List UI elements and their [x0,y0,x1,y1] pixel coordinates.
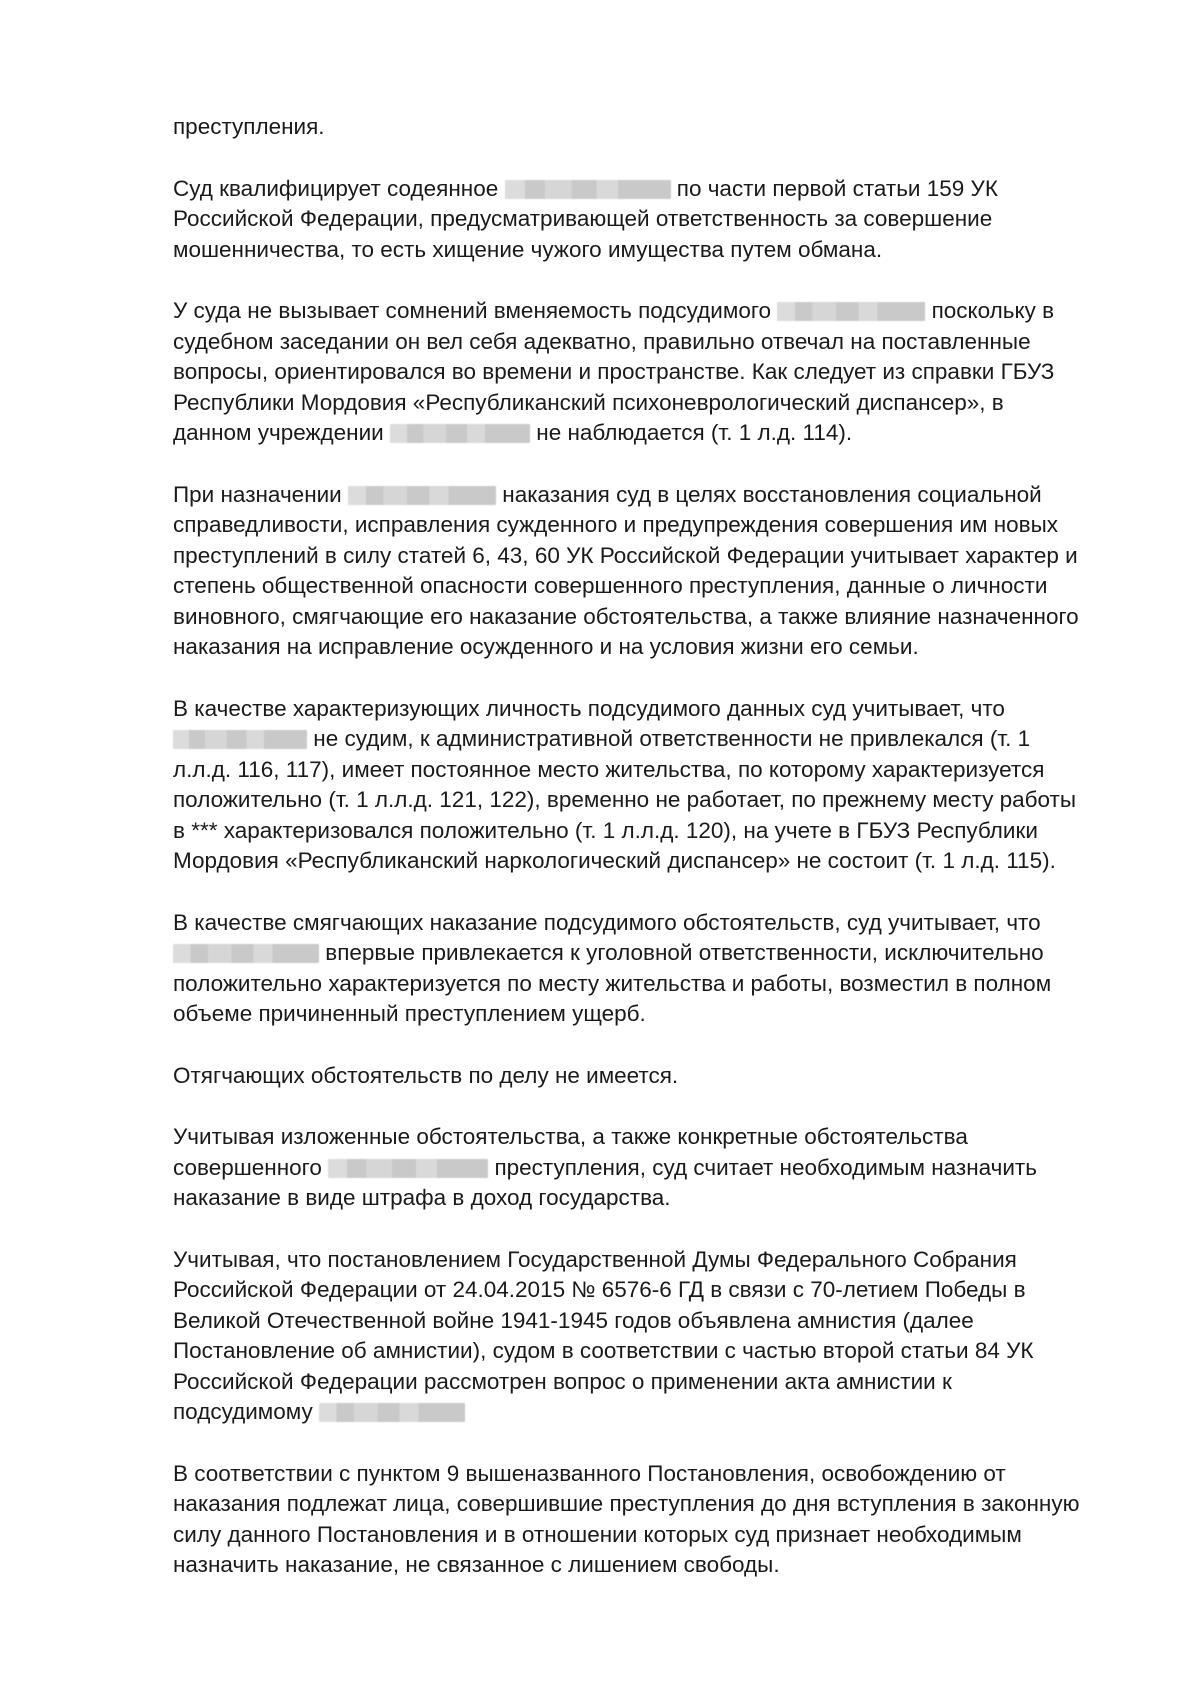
text-line: Российской Федерации рассмотрен вопрос о применении акта амнистии к [173,1368,952,1394]
text-line: виновного, смягчающие его наказание обстоятельства, а также влияние назначенного [173,603,1079,629]
text-line: Российской Федерации от 24.04.2015 № 6576-6 ГД в связи с 70-летием Победы в [173,1277,1026,1302]
redacted-name [390,424,530,443]
text-line: В качестве смягчающих наказание подсудимого обстоятельств, суд учитывает, что [173,909,1041,935]
paragraph-7 [173,1061,1133,1092]
text-line: Российской Федерации, предусматривающей ответственность за совершение [173,206,993,231]
paragraph-2 [173,174,1133,266]
redacted-name [173,730,307,749]
paragraph-4 [173,480,1133,663]
redacted-name [173,944,319,963]
text-line: В соответствии с пунктом 9 вышеназванного Постановления, освобождению от [173,1460,1006,1486]
text-line: данном учреждении не наблюдается (т. 1 л.д. 114). [173,420,853,445]
text-line: У суда не вызывает сомнений вменяемость подсудимого поскольку в [173,298,1055,323]
redacted-name [777,302,925,321]
paragraph-8 [173,1122,1133,1214]
text-line: преступления. [173,114,325,139]
text-line: не судим, к административной ответственности не привлекался (т. 1 [173,724,1133,755]
paragraph-3 [173,296,1133,449]
text-line: Суд квалифицирует содеянное по части первой статьи 159 УК [173,175,998,201]
paragraph-5 [173,694,1133,877]
text-line: Учитывая, что постановлением Государственной Думы Федерального Собрания [173,1246,1017,1272]
redacted-name [319,1403,465,1422]
text-line: преступлений в силу статей 6, 43, 60 УК Российской Федерации учитывает характер и [173,542,1078,568]
text-line: Учитывая изложенные обстоятельства, а также конкретные обстоятельства [173,1124,968,1149]
text-line: Постановление об амнистии), судом в соответствии с частью второй статьи 84 УК [173,1338,1034,1363]
paragraph-9 [173,1245,1133,1428]
redacted-name [505,180,671,199]
redacted-name [348,486,496,505]
text-line: в *** характеризовался положительно (т. 1 л.л.д. 120), на учете в ГБУЗ Республики [173,817,1038,843]
paragraph-1 [173,112,1133,143]
text-line: степень общественной опасности совершенного преступления, данные о личности [173,573,1048,598]
text-line: л.л.д. 116, 117), имеет постоянное место жительства, по которому характеризуется [173,756,1045,782]
text-line: Великой Отечественной войне 1941-1945 годов объявлена амнистия (далее [173,1307,974,1333]
text-line: В качестве характеризующих личность подсудимого данных суд учитывает, что [173,695,1005,721]
text-line: наказания подлежат лица, совершившие преступления до дня вступления в законную [173,1491,1080,1516]
text-line: впервые привлекается к уголовной ответственности, исключительно [173,938,1133,969]
text-line: Отягчающих обстоятельств по делу не имеется. [173,1062,679,1088]
text-line: наказания на исправление осужденного и на условия жизни его семьи. [173,634,919,659]
text-line: совершенного преступления, суд считает необходимым назначить [173,1154,1037,1180]
text-line: мошенничества, то есть хищение чужого имущества путем обмана. [173,236,883,262]
text-line: судебном заседании он вел себя адекватно, правильно отвечал на поставленные [173,328,1031,354]
paragraph-6 [173,908,1133,1030]
text-line: положительно (т. 1 л.л.д. 121, 122), временно не работает, по прежнему месту работы [173,787,1077,812]
text-line: Республики Мордовия «Республиканский психоневрологический диспансер», в [173,389,1004,415]
text-line: справедливости, исправления сужденного и предупреждения совершения им новых [173,512,1059,537]
text-line: При назначении наказания суд в целях восстановления социальной [173,481,1042,507]
paragraph-10 [173,1459,1133,1581]
text-line: объеме причиненный преступлением ущерб. [173,1001,646,1026]
redacted-name [328,1159,488,1178]
document-body [173,112,1133,1612]
text-line: назначить наказание, не связанное с лишением свободы. [173,1552,780,1577]
text-line: Мордовия «Республиканский наркологический диспансер» не состоит (т. 1 л.д. 115). [173,848,1056,873]
text-line: положительно характеризуется по месту жительства и работы, возместил в полном [173,970,1052,996]
text-line: силу данного Постановления и в отношении которых суд признает необходимым [173,1521,1022,1547]
text-line: вопросы, ориентировался во времени и пространстве. Как следует из справки ГБУЗ [173,359,1055,384]
text-line: подсудимому [173,1397,1133,1428]
text-line: наказание в виде штрафа в доход государства. [173,1185,671,1210]
